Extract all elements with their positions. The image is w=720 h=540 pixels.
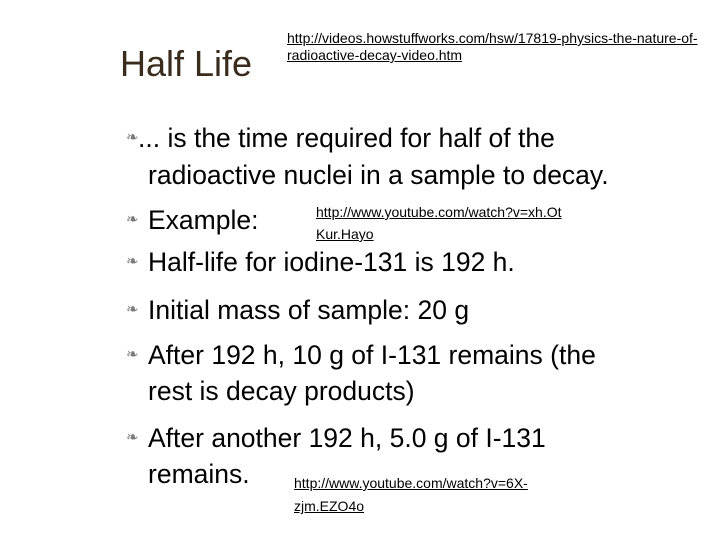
curl-bullet-icon: ❧ (126, 211, 139, 228)
remains-video-link-line1[interactable]: http://www.youtube.com/watch?v=6X- (294, 475, 528, 491)
bullet-text: Initial mass of sample: 20 g (148, 295, 470, 325)
curl-bullet-icon: ❧ (126, 429, 139, 446)
slide-title: Half Life (120, 43, 253, 84)
bullet-text: After another 192 h, 5.0 g of I-131 (148, 423, 546, 453)
example-video-link-line2[interactable]: Kur.Hayo (316, 226, 374, 242)
curl-bullet-icon: ❧ (126, 301, 139, 318)
bullet-text: Example: (148, 205, 259, 235)
curl-bullet-icon: ❧ (126, 346, 139, 363)
remains-video-link-line2[interactable]: zjm.EZO4o (294, 498, 365, 514)
title-video-link[interactable]: http://videos.howstuffworks.com/hsw/17819-physics-the-nature-of-radioactive-decay-video.htm (287, 30, 698, 63)
curl-bullet-icon: ❧ (126, 129, 139, 146)
example-video-link-line1[interactable]: http://www.youtube.com/watch?v=xh.Ot (316, 204, 562, 220)
bullet-continuation: radioactive nuclei in a sample to decay. (148, 160, 609, 190)
bullet-text: ... is the time required for half of the (138, 123, 555, 153)
curl-bullet-icon: ❧ (126, 253, 139, 270)
bullet-continuation: remains. (148, 459, 250, 489)
bullet-text: Half-life for iodine-131 is 192 h. (148, 247, 515, 277)
bullet-text: After 192 h, 10 g of I-131 remains (the (148, 340, 596, 370)
bullet-continuation: rest is decay products) (148, 376, 415, 406)
